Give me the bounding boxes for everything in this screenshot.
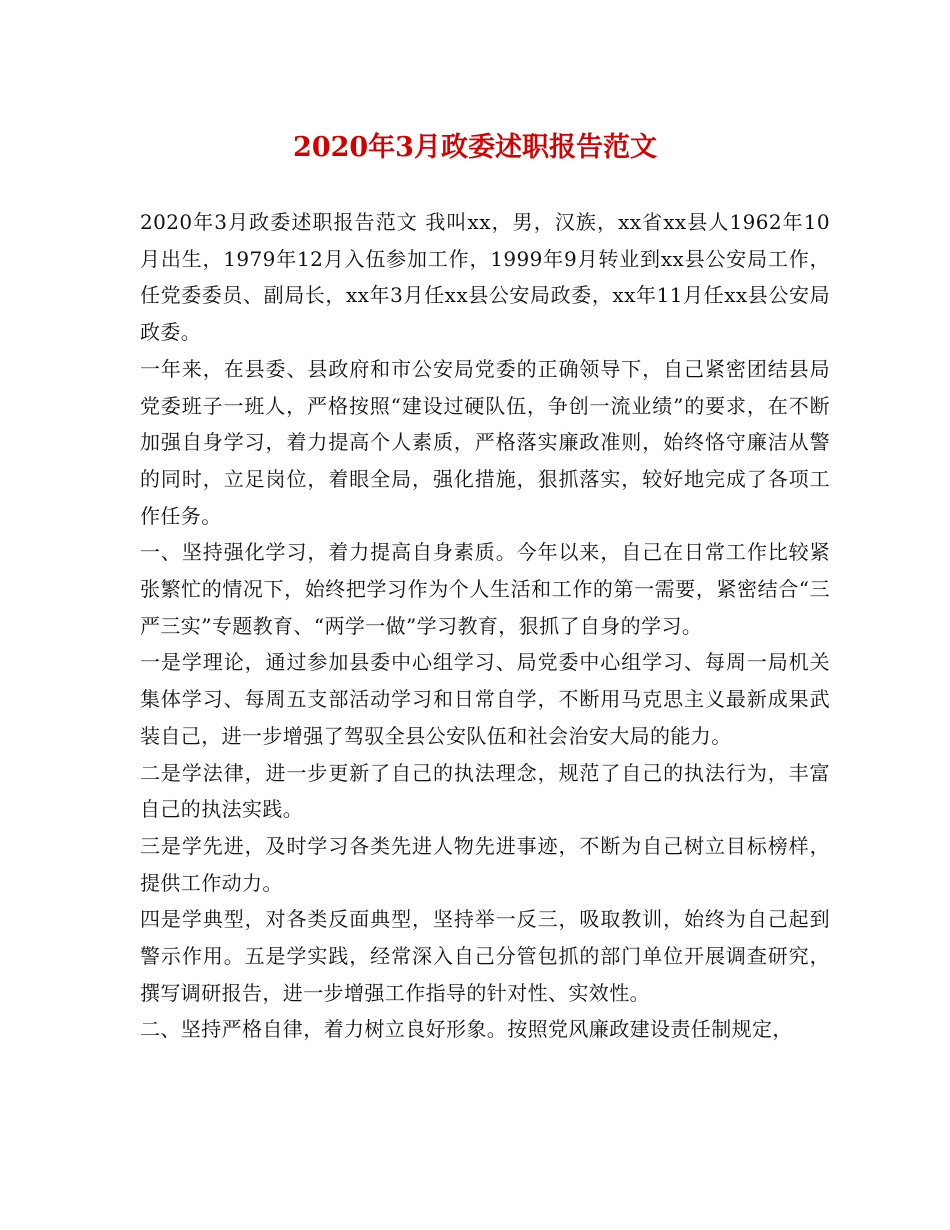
- paragraph-study-models: 三是学先进，及时学习各类先进人物先进事迹，不断为自己树立目标榜样，提供工作动力。: [140, 833, 830, 895]
- paragraph-intro: 2020年3月政委述职报告范文 我叫xx，男，汉族，xx省xx县人1962年10月出生，1979年12月入伍参加工作，1999年9月转业到xx县公安局工作，任党委委员、副局长，xx年3月任xx县公安局政委，xx年11月任xx县公安局政委。: [140, 210, 830, 345]
- paragraph-summary: 一年来，在县委、县政府和市公安局党委的正确领导下，自己紧密团结县局党委班子一班人，严格按照“建设过硬队伍，争创一流业绩”的要求，在不断加强自身学习，着力提高个人素质，严格落实廉政准则，始终恪守廉洁从警的同时，立足岗位，着眼全局，强化措施，狠抓落实，较好地完成了各项工作任务。: [140, 356, 830, 528]
- paragraph-study-law: 二是学法律，进一步更新了自己的执法理念，规范了自己的执法行为，丰富自己的执法实践。: [140, 760, 830, 822]
- paragraph-section-1: 一、坚持强化学习，着力提高自身素质。今年以来，自己在日常工作比较紧张繁忙的情况下，始终把学习作为个人生活和工作的第一需要，紧密结合“三严三实”专题教育、“两学一做”学习教育，狠抓了自身的学习。: [140, 540, 830, 638]
- paragraph-section-2: 二、坚持严格自律，着力树立良好形象。按照党风廉政建设责任制规定，: [140, 1017, 793, 1042]
- paragraph-study-cases: 四是学典型，对各类反面典型，坚持举一反三，吸取教训，始终为自己起到警示作用。五是学实践，经常深入自己分管包抓的部门单位开展调查研究，撰写调研报告，进一步增强工作指导的针对性、实效性。: [140, 907, 830, 1005]
- document-body: [140, 204, 830, 1048]
- paragraph-study-theory: 一是学理论，通过参加县委中心组学习、局党委中心组学习、每周一局机关集体学习、每周五支部活动学习和日常自学，不断用马克思主义最新成果武装自己，进一步增强了驾驭全县公安队伍和社会治安大局的能力。: [140, 650, 830, 748]
- document-title: 2020年3月政委述职报告范文: [293, 132, 657, 163]
